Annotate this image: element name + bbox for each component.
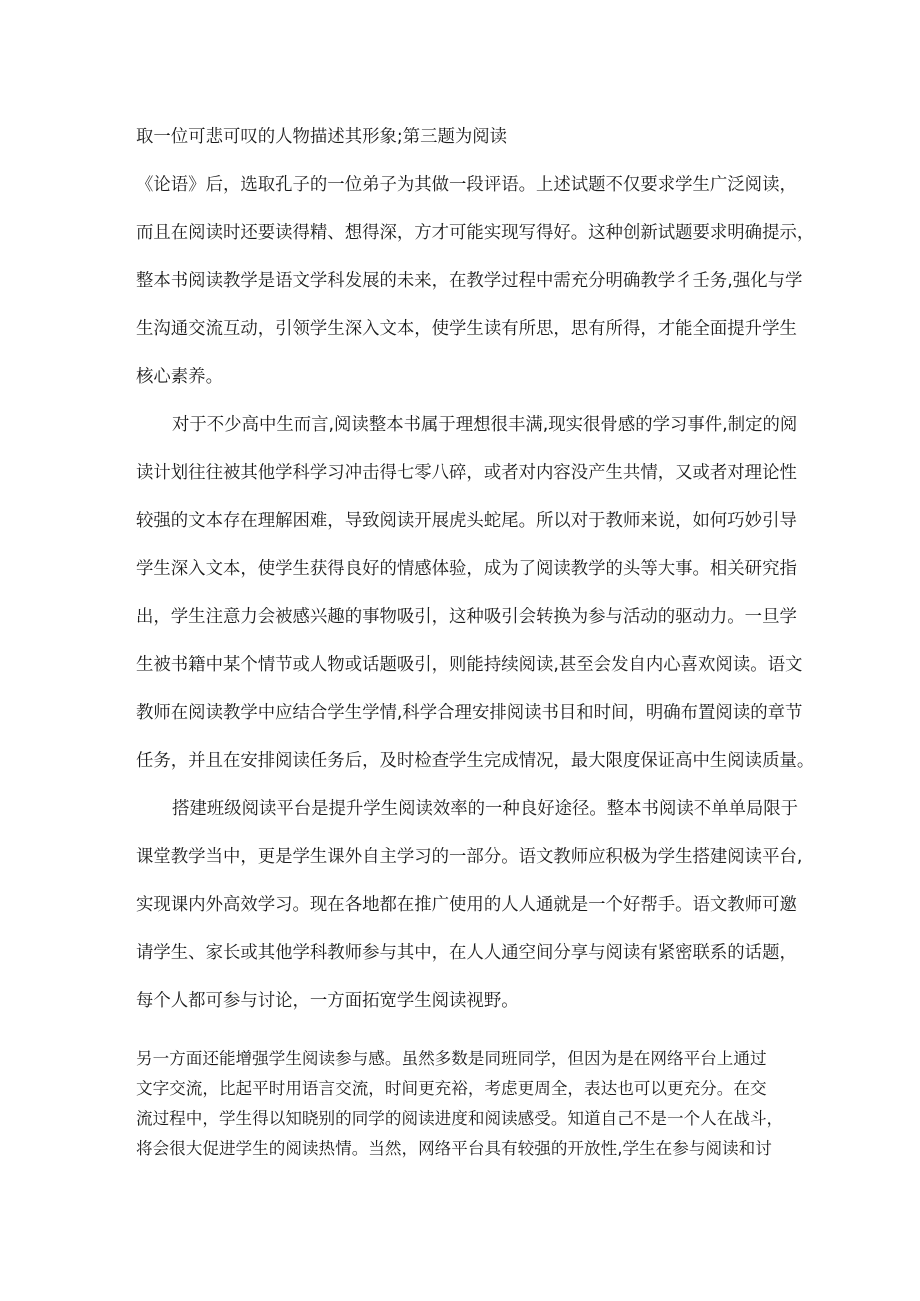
text-line: 课堂教学当中，更是学生课外自主学习的一部分。语文教师应积极为学生搭建阅读平台,	[136, 847, 803, 867]
text-line: 核心素养。	[136, 367, 223, 387]
text-line: 另一方面还能增强学生阅读参与感。虽然多数是同班同学，但因为是在网络平台上通过	[136, 1049, 767, 1068]
text-line: 学生深入文本，使学生获得良好的情感体验，成为了阅读教学的头等大事。相关研究指	[136, 559, 797, 579]
text-line: 流过程中，学生得以知晓别的同学的阅读进度和阅读感受。知道自己不是一个人在战斗，	[136, 1109, 784, 1128]
text-line: 请学生、家长或其他学科教师参与其中，在人人通空间分享与阅读有紧密联系的话题，	[136, 943, 797, 963]
text-line: 文字交流，比起平时用语言交流，时间更充裕，考虑更周全，表达也可以更充分。在交	[136, 1079, 767, 1098]
text-line: 教师在阅读教学中应结合学生学情,科学合理安排阅读书目和时间，明确布置阅读的章节	[136, 703, 803, 723]
text-line: 整本书阅读教学是语文学科发展的未来，在教学过程中需充分明确教学彳壬务,强化与学	[136, 271, 803, 291]
text-line: 生沟通交流互动，引领学生深入文本，使学生读有所思，思有所得，才能全面提升学生	[136, 319, 797, 339]
text-line: 《论语》后，选取孔子的一位弟子为其做一段评语。上述试题不仅要求学生广泛阅读，	[136, 175, 797, 195]
text-line: 而且在阅读时还要读得精、想得深，方才可能实现写得好。这种创新试题要求明确提示，	[136, 223, 815, 243]
text-line: 生被书籍中某个情节或人物或话题吸引，则能持续阅读,甚至会发自内心喜欢阅读。语文	[136, 655, 803, 675]
text-line: 实现课内外高效学习。现在各地都在推广使用的人人通就是一个好帮手。语文教师可邀	[136, 895, 797, 915]
text-line: 出，学生注意力会被感兴趣的事物吸引，这种吸引会转换为参与活动的驱动力。一旦学	[136, 607, 797, 627]
text-line: 每个人都可参与讨论，一方面拓宽学生阅读视野。	[136, 991, 519, 1011]
text-line: 较强的文本存在理解困难，导致阅读开展虎头蛇尾。所以对于教师来说，如何巧妙引导	[136, 511, 797, 531]
text-line: 搭建班级阅读平台是提升学生阅读效率的一种良好途径。整本书阅读不单单局限于	[172, 799, 799, 819]
text-line: 取一位可悲可叹的人物描述其形象;第三题为阅读	[136, 127, 508, 147]
text-line: 读计划往往被其他学科学习冲击得七零八碎，或者对内容没产生共情，又或者对理论性	[136, 463, 797, 483]
text-line: 对于不少高中生而言,阅读整本书属于理想很丰满,现实很骨感的学习事件,制定的阅	[172, 415, 798, 435]
text-line: 将会很大促进学生的阅读热情。当然，网络平台具有较强的开放性,学生在参与阅读和讨	[136, 1139, 772, 1158]
text-line: 任务，并且在安排阅读任务后，及时检查学生完成情况，最大限度保证高中生阅读质量。	[136, 751, 815, 771]
